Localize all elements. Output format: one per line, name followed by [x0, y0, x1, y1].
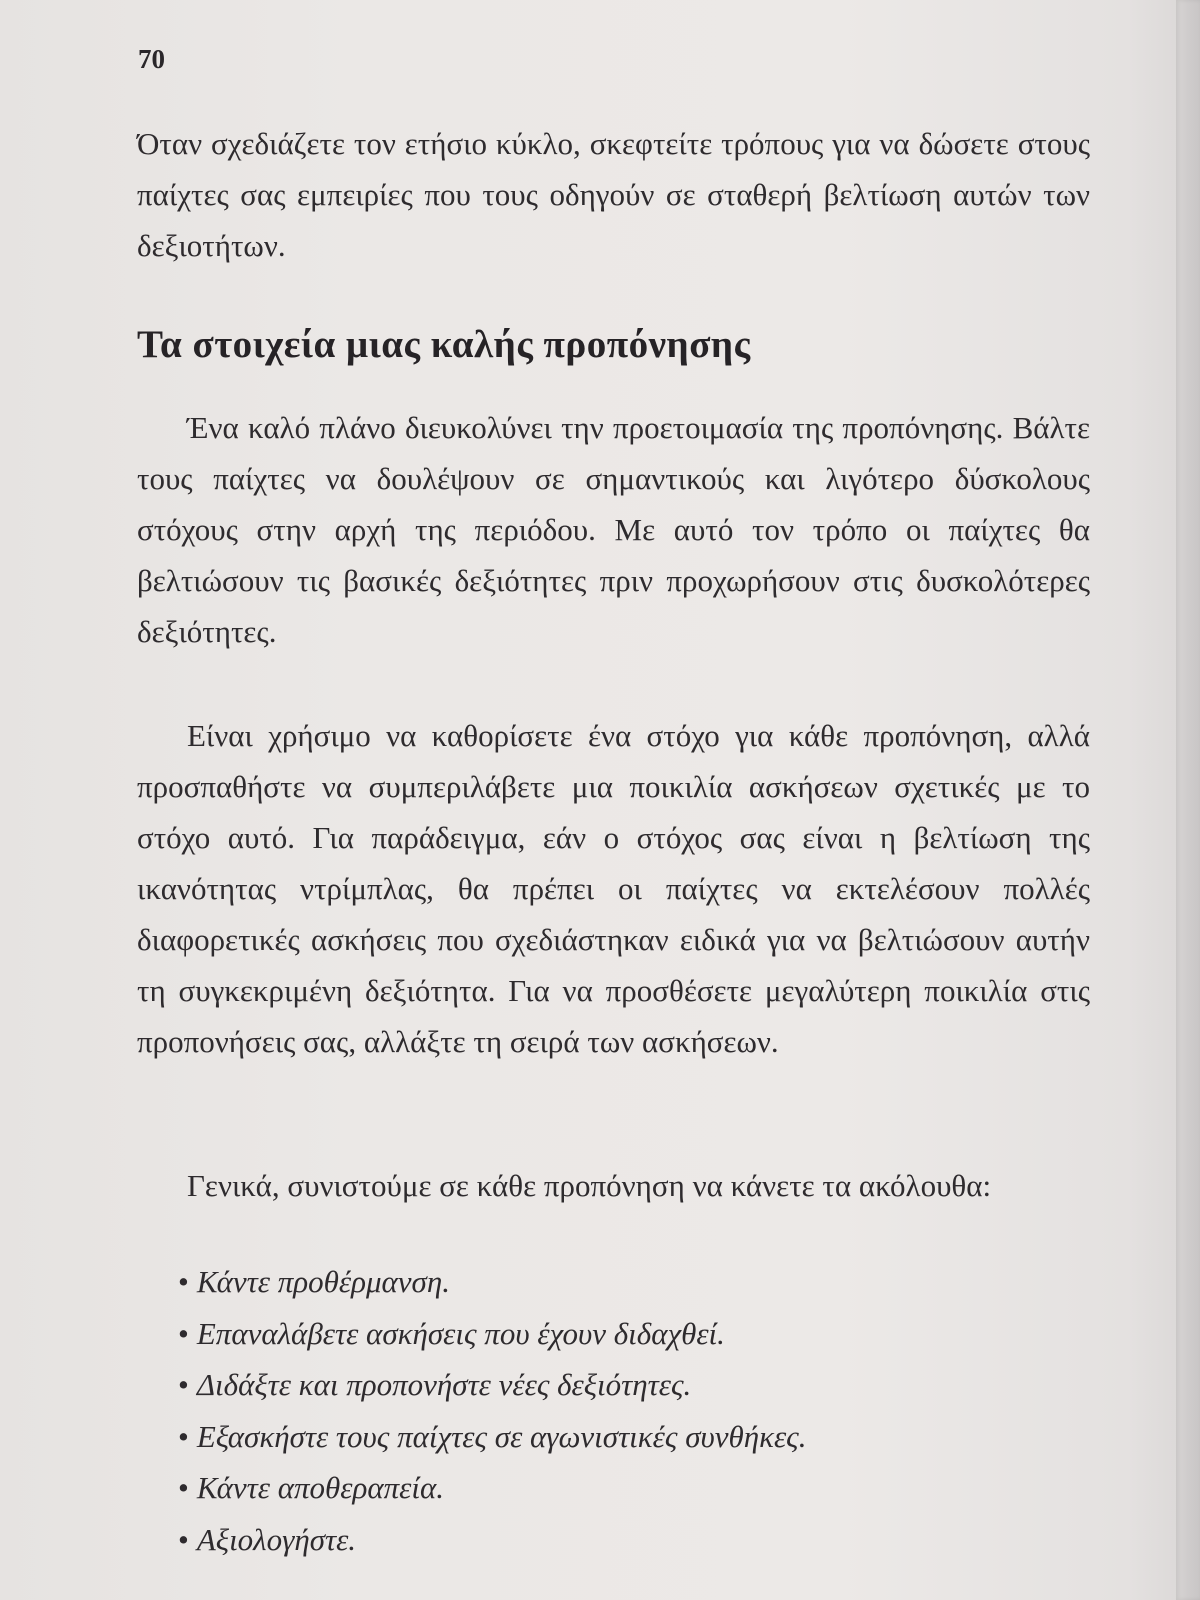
paragraph-1	[137, 402, 1090, 657]
list-item-text: Κάντε προθέρμανση.	[196, 1264, 450, 1299]
paragraph-3-text: Γενικά, συνιστούμε σε κάθε προπόνηση να κάνετε τα ακόλουθα:	[187, 1168, 992, 1203]
list-item	[178, 1514, 807, 1566]
bullet-dot: •	[178, 1521, 189, 1557]
bullet-list	[178, 1256, 807, 1565]
bullet-dot: •	[178, 1367, 189, 1402]
bullet-dot: •	[178, 1315, 189, 1351]
list-item-text: Αξιολογήστε.	[196, 1521, 357, 1557]
list-item	[178, 1359, 807, 1411]
paragraph-2	[137, 710, 1090, 1067]
page-number: 70	[138, 44, 165, 74]
paragraph-2-text: Είναι χρήσιμο να καθορίσετε ένα στόχο για κάθε προπόνηση, αλλά προσπαθήστε να συμπεριλάβετε μια ποικιλία ασκήσεων σχετικές με το στόχο αυτό. Για παράδειγμα, εάν ο στόχος σας είναι η βελτίωση της ικανότητας ντρίμπλας, θα πρέπει οι παίχτες να εκτελέσουν πολλές διαφορετικές ασκήσεις που σχεδιάστηκαν ειδικά για να βελτιώσουν αυτήν τη συγκεκριμένη δεξιότητα. Για να προσθέσετε μεγαλύτερη ποικιλία στις προπονήσεις σας, αλλάξτε τη σειρά των ασκήσεων.	[137, 718, 1090, 1059]
list-item-text: Κάντε αποθεραπεία.	[196, 1470, 445, 1505]
bullet-dot: •	[178, 1264, 189, 1299]
list-item	[178, 1411, 807, 1463]
bullet-dot: •	[178, 1470, 189, 1505]
intro-paragraph	[137, 118, 1090, 271]
paragraph-3	[137, 1160, 1090, 1211]
page-edge	[1176, 0, 1200, 1600]
paragraph-1-text: Ένα καλό πλάνο διευκολύνει την προετοιμασία της προπόνησης. Βάλτε τους παίχτες να δουλέψουν σε σημαντικούς και λιγότερο δύσκολους στόχους στην αρχή της περιόδου. Με αυτό τον τρόπο οι παίχτες θα βελτιώσουν τις βασικές δεξιότητες πριν προχωρήσουν στις δυσκολότερες δεξιότητες.	[137, 410, 1090, 649]
bullet-dot: •	[178, 1418, 189, 1454]
list-item	[178, 1256, 807, 1308]
intro-paragraph-text: Όταν σχεδιάζετε τον ετήσιο κύκλο, σκεφτείτε τρόπους για να δώσετε στους παίχτες σας εμπειρίες που τους οδηγούν σε σταθερή βελτίωση αυτών των δεξιοτήτων.	[137, 126, 1090, 263]
section-heading: Τα στοιχεία μιας καλής προπόνησης	[137, 323, 751, 366]
list-item-text: Διδάξτε και προπονήστε νέες δεξιότητες.	[196, 1367, 692, 1402]
list-item	[178, 1462, 807, 1514]
list-item-text: Επαναλάβετε ασκήσεις που έχουν διδαχθεί.	[196, 1315, 725, 1351]
list-item	[178, 1308, 807, 1360]
list-item-text: Εξασκήστε τους παίχτες σε αγωνιστικές συνθήκες.	[196, 1418, 807, 1454]
